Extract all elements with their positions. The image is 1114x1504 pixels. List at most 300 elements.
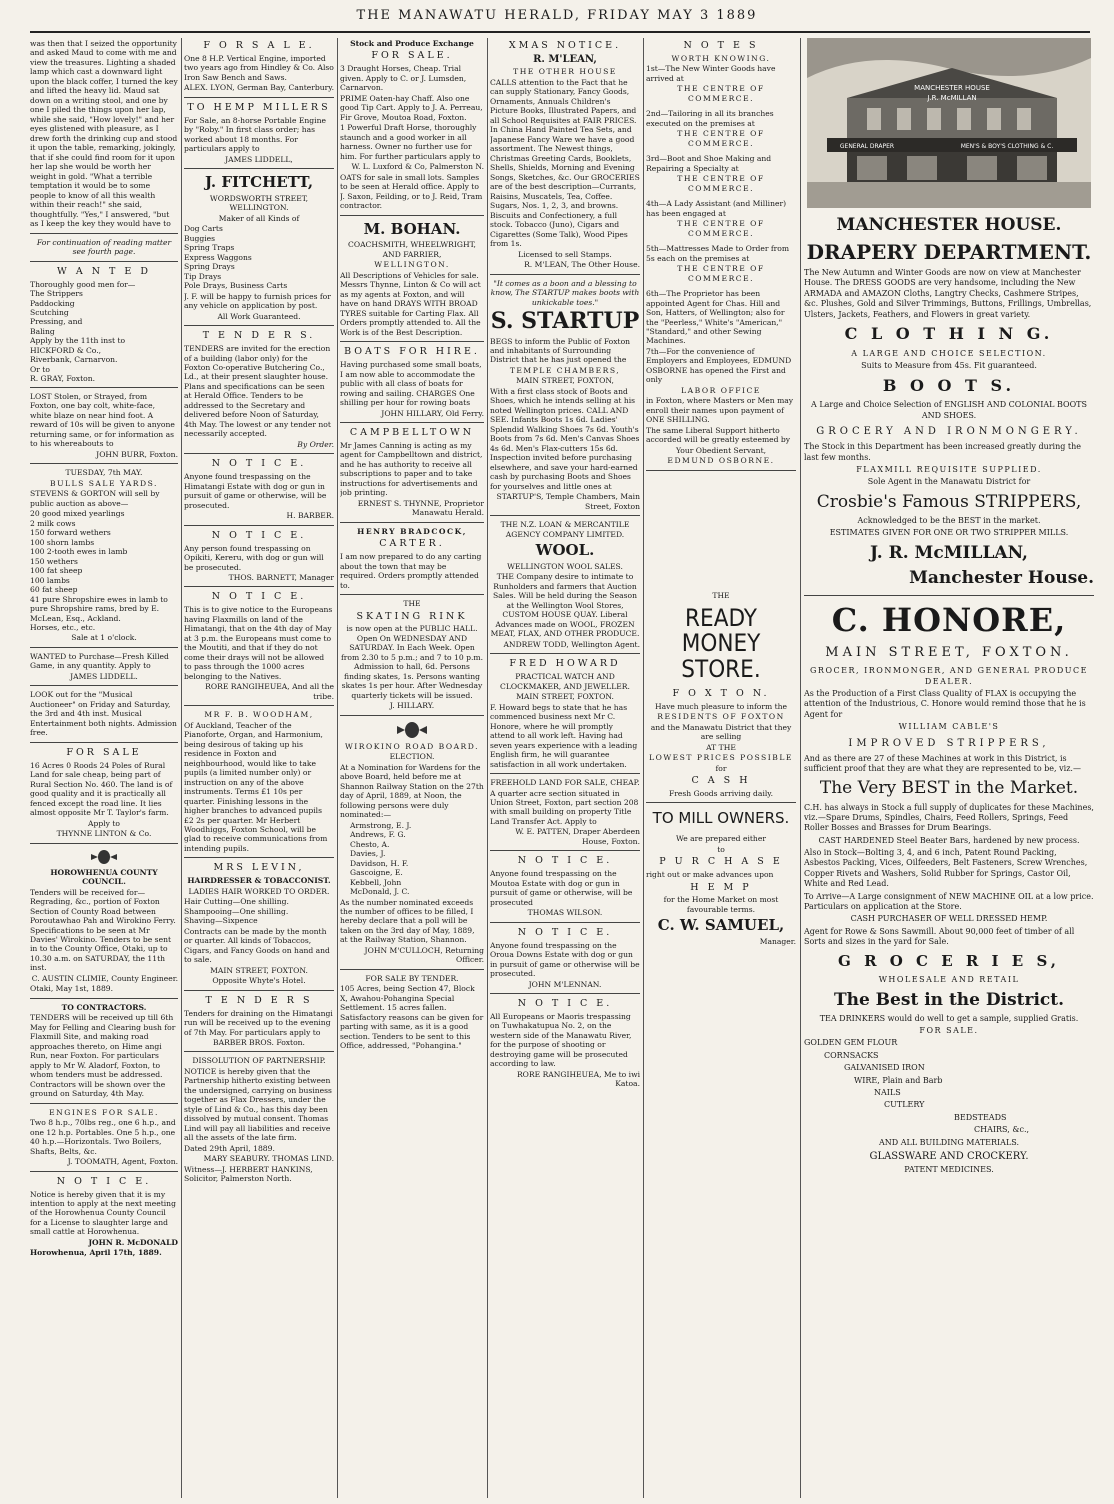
story-continuation bbox=[30, 39, 178, 234]
draining-tenders-ad bbox=[184, 995, 334, 1053]
nominee-name: Davies, J. bbox=[350, 849, 386, 859]
for-text: for bbox=[715, 763, 727, 773]
notice-text: This is to give notice to the Europeans having Flaxmills on land of the Himatangi, that on the 4th day of May at 3 p.m. the Europeans must come to the Moutiti, and that if they do not come their drays will not be allowed to pass through the 1000 acres belonging to the Natives. bbox=[184, 605, 333, 681]
at-the: AT THE bbox=[706, 742, 736, 752]
levin-subtitle: HAIRDRESSER & TOBACCONIST. bbox=[187, 876, 331, 886]
story-text: was then that I seized the opportunity and asked Maud to come with me and view the treasures. Lighting a shaded lamp which cast a downward light upon the black coffer, I turned the key and lifted the heavy lid. Maud sat down on a writing stool, and one by one I piled the things upon her lap, while she said, "How lovely!" and her eyes glistened with pleasure, as I drew forth the drinking cup and stood it upon the table, remarking, jokingly, that if she could find room for it upon her lap she would be worth her weight in gold. "What a terrible temptation it would be to some people to know of all this wealth within their reach!" she said, thoughtfully. "Yes," I answered, "but as I keep the key they would have to bbox=[30, 39, 178, 229]
wanted-ad bbox=[30, 266, 178, 388]
land-sale-sign: THYNNE LINTON & Co. bbox=[56, 829, 152, 839]
fitchett-maker: Maker of all Kinds of bbox=[218, 213, 300, 223]
lost-sign: JOHN BURR, Foxton. bbox=[96, 449, 178, 459]
wanted-line: Scutching bbox=[30, 307, 69, 317]
levin-text: Contracts can be made by the month or quarter. All kinds of Tobaccos, Cigars, and Fancy Goods on hand and to sale. bbox=[184, 926, 330, 965]
cable-body: And as there are 27 of these Machines at work in this District, is sufficient proof that they are what they are represented to be, viz.— bbox=[804, 753, 1081, 774]
notice-sign: JOHN M'LENNAN. bbox=[528, 979, 602, 989]
oats-text: OATS for sale in small lots. Samples to be seen at Herald office. Apply to J. Saxon, Feilding, or to J. Reid, Tram contractor. bbox=[340, 172, 483, 211]
sale-item: 100 fat sheep bbox=[30, 566, 83, 576]
musical-text: LOOK out for the "Musical Auctioneer" on Friday and Saturday, the 3rd and 4th inst. Musical Entertainment both nights. Admission free. bbox=[30, 690, 177, 738]
osborne-sign: EDMUND OSBORNE. bbox=[667, 456, 775, 466]
flaxmill-notice bbox=[184, 591, 334, 706]
contractors-text: TENDERS will be received up till 6th May for Felling and Clearing bush for Flaxmill Site, and making road approaches thereto, on Hime angi Run, near Foxton. For particulars apply to Mr W. Aladorf, Foxton, to whom tenders must be addressed. Contractors will be shown over the ground on Saturday, 4th May. bbox=[30, 1013, 176, 1099]
fitchett-item: Express Waggons bbox=[184, 252, 252, 262]
illustration-sign: GENERAL DRAPER bbox=[839, 143, 895, 150]
fitchett-item: Buggies bbox=[184, 233, 216, 243]
bohan-subtitle: COACHSMITH, WHEELWRIGHT, AND FARRIER, bbox=[348, 240, 476, 259]
note-item: 1st—The New Winter Goods have arrived at bbox=[646, 64, 776, 83]
woodham-title: MR F. B. WOODHAM, bbox=[204, 710, 314, 720]
ready-town: F O X T O N. bbox=[672, 687, 770, 699]
notice-sign: THOMAS WILSON. bbox=[527, 908, 603, 918]
tender-sale-title: FOR SALE BY TENDER. bbox=[365, 973, 459, 983]
levin-price: Shampooing—One shilling. bbox=[184, 906, 289, 916]
ready-the: THE bbox=[712, 590, 730, 600]
residents-text: and the Manawatu District that they are selling bbox=[650, 722, 792, 742]
glass-text: GLASSWARE AND CROCKERY. bbox=[869, 1150, 1029, 1162]
drapery-title: DRAPERY DEPARTMENT. bbox=[806, 240, 1092, 265]
notice-title: N O T I C E. bbox=[56, 1175, 152, 1187]
notice-text: Any person found trespassing on Opikiti, Kereru, with dog or gun will be prosecuted. bbox=[184, 543, 324, 572]
manchester-title: MANCHESTER HOUSE. bbox=[836, 215, 1062, 235]
startup-ad bbox=[490, 279, 640, 517]
musical-ad bbox=[30, 690, 178, 742]
tenders-sign: By Order. bbox=[297, 439, 334, 449]
continuation-note bbox=[30, 238, 178, 262]
hemp-millers-title: TO HEMP MILLERS bbox=[187, 101, 331, 113]
centre-of-commerce: THE CENTRE OF COMMERCE. bbox=[677, 129, 765, 148]
mcmillan-ad bbox=[804, 214, 1094, 596]
clothing-title: C L O T H I N G. bbox=[844, 324, 1054, 344]
agent-text: Sole Agent in the Manawatu District for bbox=[867, 477, 1031, 487]
sale-ad bbox=[30, 468, 178, 648]
cash-purchase-text: CASH PURCHASER OF WELL DRESSED HEMP. bbox=[850, 914, 1048, 924]
council-text: Tenders will be received for—Regrading, &c., portion of Foxton Section of County Road between Poroutawhao Pah and Wirokino Ferry. Specifications to be seen at Mr Davies' Wirokino. Tenders to be sent in to the County Office, Otaki, up to 10.30 a.m. on SATURDAY, the 11th inst. bbox=[30, 887, 176, 973]
boats-title: BOATS FOR HIRE. bbox=[344, 346, 480, 358]
sale-intro: STEVENS & GORTON will sell by public auction as above— bbox=[30, 489, 160, 508]
notes-list bbox=[646, 64, 796, 283]
engines-title: ENGINES FOR SALE. bbox=[49, 1107, 159, 1117]
dissolution-sign: MARY SEABURY. THOMAS LIND. bbox=[203, 1154, 334, 1164]
sale-items bbox=[30, 509, 178, 632]
fitchett-item: Tip Drays bbox=[184, 271, 222, 281]
wanted-line: R. GRAY, Foxton. bbox=[30, 374, 96, 384]
centre-of-commerce: THE CENTRE OF COMMERCE. bbox=[677, 264, 765, 283]
dissolution-text: NOTICE is hereby given that the Partnership hitherto existing between the undersigned, carrying on business together as Flax Dressers, under the style of Lind & Co., has this day been dissolved by mutual consent. Thomas Lind will pay all liabilities and receive all the assets of the late firm. bbox=[184, 1066, 332, 1143]
wanted-game-text: WANTED to Purchase—Fresh Killed Game, in any quantity. Apply to bbox=[30, 651, 169, 671]
engine-sale-sign: ALEX. LYON, German Bay, Canterbury. bbox=[184, 83, 334, 93]
wool-text: THE Company desire to intimate to Runholders and farmers that Auction Sales. Will be held during the Season at the Wellington Wool Stores, CUSTOM HOUSE QUAY. Liberal Advances made on WOOL, FROZEN MEAT, FLAX, AND OTHER PRODUCE. bbox=[490, 572, 640, 639]
boats-ad bbox=[340, 346, 484, 423]
sacks-text: CORNSACKS bbox=[824, 1050, 879, 1060]
wirokino-text: At a Nomination for Wardens for the above Board, held before me at Shannon Railway Station on the 27th day of April, 1889, at Noon, the following persons were duly nominated:— bbox=[340, 762, 484, 820]
wirokino-sign: JOHN M'CULLOCH, Returning Officer. bbox=[364, 945, 484, 965]
campbelltown-ad bbox=[340, 427, 484, 523]
exchange-for-sale: FOR SALE. bbox=[371, 50, 453, 62]
column-divider bbox=[800, 38, 801, 1498]
wanted-line: Riverbank, Carnarvon. bbox=[30, 355, 118, 365]
nails-text: NAILS bbox=[874, 1087, 901, 1097]
notice-text: Anyone found trespassing on the Moutoa Estate with dog or gun in pursuit of game or otherwise, will be prosecuted bbox=[490, 869, 633, 907]
centre-of-commerce: THE CENTRE OF COMMERCE. bbox=[677, 219, 765, 238]
illustration-sign: MEN'S & BOY'S CLOTHING & C. bbox=[960, 143, 1054, 150]
mclean-ad bbox=[490, 40, 640, 275]
engine-sale-title: F O R S A L E. bbox=[203, 40, 315, 51]
loan-title: THE N.Z. LOAN & MERCANTILE AGENCY COMPANY LIMITED. bbox=[500, 520, 630, 539]
samuel-sign: C. W. SAMUEL, bbox=[657, 916, 785, 935]
rink-text: is now open at the PUBLIC HALL. Open On WEDNESDAY AND SATURDAY. In Each Week. Open from 2.30 to 5 p.m.; and 7 to 10 p.m. Admission to hall, 6d. Persons finding skates, 1s. Persons wanting skates 1s per hour. After Wednesday quarterly tickets will be issued. bbox=[340, 624, 484, 700]
mclean-subtitle: THE OTHER HOUSE bbox=[513, 67, 617, 77]
honore-title: C. HONORE, bbox=[831, 600, 1067, 639]
notes-title: N O T E S bbox=[683, 40, 759, 51]
honore-address: MAIN STREET, FOXTON. bbox=[825, 645, 1073, 661]
labor-office: LABOR OFFICE bbox=[681, 385, 761, 395]
groceries-title: G R O C E R I E S, bbox=[838, 951, 1060, 970]
boots-text: A Large and Choice Selection of ENGLISH AND COLONIAL BOOTS AND SHOES. bbox=[811, 400, 1087, 420]
centre-of-commerce: THE CENTRE OF COMMERCE. bbox=[677, 84, 765, 103]
land-sale-ad bbox=[30, 747, 178, 844]
howard-text: F. Howard begs to state that he has commenced business next Mr C. Honore, where he will promptly attend to all work left. Having had seven years experience with a leading English firm, he will guarantee satisfaction in all work undertaken. bbox=[490, 702, 638, 769]
xmas-title: XMAS NOTICE. bbox=[508, 40, 622, 51]
notice-title: N O T I C E. bbox=[517, 855, 613, 867]
skating-rink-ad bbox=[340, 599, 484, 716]
manchester-house-illustration bbox=[807, 38, 1091, 208]
wanted-title: W A N T E D bbox=[57, 265, 151, 277]
levin-price: Shaving—Sixpence bbox=[184, 916, 258, 926]
wanted-line: Or to bbox=[30, 364, 50, 374]
oroua-notice bbox=[490, 927, 640, 994]
note-seventh: 7th—For the convenience of Employers and Employees, EDMUND OSBORNE has opened the First and only bbox=[646, 346, 792, 385]
council-title: HOROWHENUA COUNTY COUNCIL. bbox=[50, 867, 158, 887]
notice-text: Anyone found trespassing on the Oroua Downs Estate with dog or gun in pursuit of game or otherwise will be prosecuted. bbox=[490, 940, 640, 979]
notice-title: N O T I C E. bbox=[517, 998, 613, 1009]
lost-ad bbox=[30, 392, 178, 464]
fitchett-item: Spring Drays bbox=[184, 262, 235, 272]
wirokino-subtitle: ELECTION. bbox=[389, 752, 435, 762]
notice-title: N O T I C E. bbox=[211, 529, 307, 541]
right-out-text: right out or make advances upon bbox=[646, 870, 774, 880]
howard-subtitle: PRACTICAL WATCH AND CLOCKMAKER, AND JEWELLER. bbox=[500, 672, 630, 691]
woodham-text: Of Auckland, Teacher of the Pianoforte, Organ, and Harmonium, being desirous of taking up his residence in Foxton and neighbourhood, would like to take pupils (a limited number only) or instruction on any of the above instruments. Terms £1 10s per quarter. Finishing lessons in the higher branches to advanced pupils £2 2s per quarter. Mr Herbert Woodhiggs, Foxton School, will be glad to receive communications from intending pupils. bbox=[184, 720, 328, 853]
bohan-ad bbox=[340, 220, 484, 343]
crest-icon bbox=[395, 720, 429, 740]
wool-ad bbox=[490, 520, 640, 654]
sale-date: TUESDAY, 7th MAY. bbox=[65, 468, 143, 478]
boots-title: B O O T S. bbox=[882, 375, 1016, 395]
cash-text: C A S H bbox=[691, 775, 751, 787]
boats-sign: JOHN HILLARY, Old Ferry. bbox=[381, 408, 484, 418]
column-6 bbox=[804, 38, 1094, 1498]
sale-item: 100 lambs bbox=[30, 575, 70, 585]
fitchett-title: J. FITCHETT, bbox=[204, 173, 314, 192]
improved-text: IMPROVED STRIPPERS, bbox=[848, 737, 1050, 749]
bradcock-text: I am now prepared to do any carting about the town that may be required. Orders promptly attended to. bbox=[340, 552, 482, 590]
dissolution-ad bbox=[184, 1056, 334, 1187]
grocery-title: GROCERY AND IRONMONGERY. bbox=[816, 426, 1082, 438]
cast-text: CAST HARDENED Steel Beater Bars, hardened by new process. bbox=[818, 835, 1080, 845]
wanted-line: Baling bbox=[30, 326, 55, 336]
fitchett-ad bbox=[184, 173, 334, 326]
manchester-house-sign: Manchester House. bbox=[909, 567, 1094, 588]
notice-sign: RORE RANGIHEUEA, Me to iwi Katoa. bbox=[516, 1069, 640, 1089]
moutoa-notice bbox=[490, 855, 640, 922]
council-sign: C. AUSTIN CLIMIE, County Engineer. bbox=[31, 973, 178, 983]
mclean-sign: R. M'LEAN, The Other House. bbox=[524, 260, 640, 270]
cable-text: WILLIAM CABLE'S bbox=[898, 722, 1000, 732]
very-best-title: The Very BEST in the Market. bbox=[819, 778, 1079, 799]
liberal-text: The same Liberal Support hitherto accorded will be greatly esteemed by bbox=[646, 425, 791, 445]
column-2 bbox=[184, 38, 334, 1498]
note-item: 5th—Mattresses Made to Order from 5s each on the premises at bbox=[646, 244, 790, 263]
column-4 bbox=[490, 38, 640, 1498]
cutlery-text: CUTLERY bbox=[884, 1100, 925, 1110]
notice-title: N O T I C E. bbox=[517, 926, 613, 938]
notice-text: Notice is hereby given that it is my intention to apply at the next meeting of the Horowhenua County Council for a License to slaughter large and small cattle at Horowhenua. bbox=[30, 1189, 176, 1237]
sale-title: BULLS SALE YARDS. bbox=[50, 478, 158, 488]
startup-quote: "It comes as a boon and a blessing to know, The STARTUP makes boots with unkickable toes." bbox=[490, 278, 640, 307]
ready-text: Have much pleasure to inform the bbox=[654, 701, 788, 711]
dissolution-date: Dated 29th April, 1889. bbox=[184, 1143, 275, 1153]
bedsteads-text: BEDSTEADS bbox=[954, 1112, 1007, 1122]
column-divider bbox=[643, 38, 644, 1498]
wanted-body bbox=[30, 280, 178, 384]
land-sale-apply: Apply to bbox=[88, 818, 120, 828]
opikiti-notice bbox=[184, 530, 334, 588]
fitchett-item: Pole Drays, Business Carts bbox=[184, 281, 288, 291]
mcmillan-sign: J. R. McMILLAN, bbox=[870, 542, 1028, 563]
land-sale-title: FOR SALE bbox=[66, 746, 142, 758]
drapery-text: The New Autumn and Winter Goods are now on view at Manchester House. The DRESS GOODS are very handsome, including the New ARMADA and AMAZON Cloths, Langtry Checks, Cashmere Stripes, &c. Plushes, Gold and Silver Trimmings, Buttons, Frillings, Umbrellas, Ulsters, Jackets, Feathers, and Flowers in great variety. bbox=[804, 268, 1092, 319]
column-3 bbox=[340, 38, 484, 1498]
wool-title: WOOL. bbox=[535, 541, 595, 560]
prepared-text: We are prepared either bbox=[676, 834, 766, 844]
levin-address-2: Opposite Whyte's Hotel. bbox=[212, 976, 306, 986]
rink-sign: J. HILLARY. bbox=[389, 701, 435, 711]
fitchett-items bbox=[184, 224, 334, 290]
engines-sign: J. TOOMATH, Agent, Foxton. bbox=[67, 1157, 178, 1167]
wanted-line: The Strippers bbox=[30, 289, 83, 299]
note-item: 3rd—Boot and Shoe Making and Repairing a Specialty at bbox=[646, 154, 772, 173]
sale-time: Sale at 1 o'clock. bbox=[71, 633, 137, 643]
also-stock-text: Also in Stock—Bolting 3, 4, and 6 inch, Patent Round Packing, Asbestos Packing, Vices, Oilfeeders, Belt Fasteners, Screw Wrenches, Copper Rivets and Washers, Solid Rubber for Springs, Castor Oil, White and Red Lead. bbox=[804, 848, 1088, 889]
sale-item: 20 good mixed yearlings bbox=[30, 509, 125, 519]
wanted-line: Paddocking bbox=[30, 298, 75, 308]
draining-tenders-text: Tenders for draining on the Himatangi run will be received up to the evening of 7th May. For particulars apply to bbox=[184, 1008, 333, 1037]
iron-text: GALVANISED IRON bbox=[844, 1063, 925, 1073]
startup-sign: STARTUP'S, Temple Chambers, Main Street, Foxton bbox=[496, 492, 640, 511]
note-sixth: 6th—The Proprietor has been appointed Agent for Chas. Hill and Son, Hatters, of Wellington; also for the "Peerless," White's "American," "Standard," and other Sewing Machines. bbox=[646, 289, 785, 346]
fitchett-item: Spring Traps bbox=[184, 243, 235, 253]
illustration-sign: MANCHESTER HOUSE bbox=[914, 84, 990, 92]
draft-horse-sign: W. L. Luxford & Co, Palmerston N. bbox=[351, 162, 484, 172]
notice-title: N O T I C E. bbox=[211, 458, 307, 470]
manager-text: Manager. bbox=[759, 937, 796, 947]
arrive-text: To Arrive—A Large consignment of NEW MACHINE OIL at a low price. Particulars on application at the Store. bbox=[804, 891, 1094, 912]
sale-item: 2 milk cows bbox=[30, 518, 76, 528]
best-district-title: The Best in the District. bbox=[833, 989, 1065, 1010]
for-sale-text: FOR SALE. bbox=[919, 1025, 979, 1035]
tenders-title: T E N D E R S. bbox=[202, 330, 316, 342]
ready-money-ad bbox=[646, 591, 796, 804]
rink-the: THE bbox=[403, 599, 421, 609]
notes-subtitle: WORTH KNOWING. bbox=[671, 53, 771, 63]
startup-text-2: With a first class stock of Boots and Shoes, which he intends selling at his noted Wellington prices. CALL AND SEE. Infants Boots 1s 6d. Ladies' Splendid Walking Shoes 7s 6d. Youth's Boots from 7s 6d. Men's Canvas Shoes 4s 6d. Men's Flax-cutters 15s 6d. Inspection invited before purchasing elsewhere, and save your hard-earned cash by purchasing Boots and Shoes for yourselves and little ones at bbox=[490, 386, 640, 491]
levin-address: MAIN STREET, FOXTON. bbox=[210, 965, 308, 975]
dissolution-title: DISSOLUTION OF PARTNERSHIP. bbox=[192, 1056, 326, 1066]
wanted-line: HICKFORD & Co., bbox=[30, 345, 102, 355]
council-ad bbox=[30, 848, 178, 999]
howard-ad bbox=[490, 658, 640, 774]
nominee-name: Andrews, F. G. bbox=[350, 830, 406, 840]
sale-item: 100 shorn lambs bbox=[30, 537, 95, 547]
sale-item: 100 2-tooth ewes in lamb bbox=[30, 547, 128, 557]
bohan-text: All Descriptions of Vehicles for sale. Messrs Thynne, Linton & Co will act as my agents at Foxton, and will have on hand DRAYS WITH BROAD TYRES suitable for Carting Flax. All Orders promptly attended to. All the Work is of the Best Description. bbox=[340, 270, 481, 337]
honore-subtitle: GROCER, IRONMONGER, AND GENERAL PRODUCE DEALER. bbox=[810, 666, 1088, 686]
wanted-line: Pressing, and bbox=[30, 317, 83, 327]
wirokino-text-2: As the number nominated exceeds the number of offices to be filled, I hereby declare that a poll will be taken on the 3rd day of May, 1889, at the Railway Station, Shannon. bbox=[340, 897, 475, 945]
estimates-text: ESTIMATES GIVEN FOR ONE OR TWO STRIPPER MILLS. bbox=[829, 528, 1069, 538]
illustration-sign: J.R. McMILLAN bbox=[927, 94, 977, 102]
sale-item: 60 fat sheep bbox=[30, 585, 78, 595]
medicines-text: PATENT MEDICINES. bbox=[904, 1164, 994, 1174]
bohan-title: M. BOHAN. bbox=[363, 219, 461, 238]
exchange-ad bbox=[340, 39, 484, 216]
building-text: AND ALL BUILDING MATERIALS. bbox=[879, 1137, 1019, 1147]
engine-sale-ad bbox=[184, 40, 334, 98]
campbelltown-text: Mr James Canning is acting as my agent for Campbelltown and district, and he has authority to receive all subscriptions to paper and to take instructions for advertisements and job printing. bbox=[340, 440, 483, 498]
nominee-name: Davidson, H. F. bbox=[350, 858, 409, 868]
chairs-text: CHAIRS, &c., bbox=[974, 1125, 1030, 1135]
sale-item: 150 wethers bbox=[30, 556, 78, 566]
lowest-prices: LOWEST PRICES POSSIBLE bbox=[649, 753, 793, 763]
wanted-line: Thoroughly good men for— bbox=[30, 279, 136, 289]
notice-text: Anyone found trespassing on the Himatangi Estate with dog or gun in pursuit of game or otherwise, will be prosecuted. bbox=[184, 472, 327, 510]
nominee-name: Kebbell, John bbox=[350, 877, 402, 887]
slaughter-notice bbox=[30, 1176, 178, 1262]
hemp-millers-ad bbox=[184, 102, 334, 169]
acknowledged-text: Acknowledged to be the BEST in the market. bbox=[857, 515, 1041, 525]
dissolution-witness: Witness—J. HERBERT HANKINS, Solicitor, Palmerston North. bbox=[184, 1164, 313, 1184]
header-rule bbox=[30, 31, 1090, 33]
to-text: to bbox=[717, 844, 725, 854]
tenders-text: TENDERS are invited for the erection of a building (labor only) for the Foxton Co-operative Butchering Co., Ld., at their present slaughter house. Plans and specifications can be seen at Herald Office. Tenders to be addressed to the Secretary and delivered before Noon of Saturday, 4th May. The lowest or any tender not necessarily accepted. bbox=[184, 344, 331, 439]
honore-text: As the Production of a First Class Quality of FLAX is occupying the attention of the Industrious, C. Honore would remind those that he is Agent for bbox=[804, 689, 1086, 719]
mclean-title: R. M'LEAN, bbox=[533, 53, 597, 65]
hemp-millers-sign: JAMES LIDDELL, bbox=[225, 154, 293, 164]
hemp-millers-text: For Sale, an 8-horse Portable Engine by "Roby." In first class order; has worked about 18 months. For particulars apply to bbox=[184, 115, 326, 154]
wanted-line: Apply by the 11th inst to bbox=[30, 336, 126, 346]
purchase-text: P U R C H A S E bbox=[659, 856, 783, 868]
fitchett-note: J. F. will be happy to furnish prices for any vehicle on application by post. bbox=[184, 291, 331, 311]
page-header: THE MANAWATU HERALD, FRIDAY MAY 3 1889 bbox=[356, 8, 758, 23]
campbelltown-title: CAMPBELLTOWN bbox=[349, 427, 475, 438]
column-divider bbox=[487, 38, 488, 1498]
levin-prices bbox=[184, 897, 334, 925]
centre-of-commerce: THE CENTRE OF COMMERCE. bbox=[677, 174, 765, 193]
wirokino-ad bbox=[340, 720, 484, 970]
wool-sign: ANDREW TODD, Wellington Agent. bbox=[503, 639, 640, 649]
engines-ad bbox=[30, 1108, 178, 1172]
column-1 bbox=[30, 38, 178, 1498]
startup-title: S. STARTUP bbox=[490, 308, 640, 334]
clothing-text: Suits to Measure from 45s. Fit guaranteed. bbox=[861, 361, 1037, 371]
note-item: 4th—A Lady Assistant (and Milliner) has been engaged at bbox=[646, 199, 787, 218]
rink-title: SKATING RINK bbox=[356, 610, 468, 622]
contractors-ad bbox=[30, 1003, 178, 1104]
ready-money-title: READY MONEY STORE. bbox=[681, 604, 761, 683]
contractors-title: TO CONTRACTORS. bbox=[61, 1002, 147, 1012]
freehold-title: FREEHOLD LAND FOR SALE, CHEAP. bbox=[490, 778, 640, 788]
nominee-name: McDonald, J. C. bbox=[350, 887, 410, 897]
fresh-goods: Fresh Goods arriving daily. bbox=[668, 788, 774, 798]
grocery-text: The Stock in this Department has been increased greatly during the last few months. bbox=[804, 442, 1082, 462]
mclean-license: Licensed to sell Stamps. bbox=[518, 249, 612, 259]
flaxmill-text: FLAXMILL REQUISITE SUPPLIED. bbox=[856, 464, 1042, 474]
wool-subtitle: WELLINGTON WOOL SALES. bbox=[507, 561, 623, 571]
tender-sale-ad bbox=[340, 974, 484, 1055]
council-date: Otaki, May 1st, 1889. bbox=[30, 984, 114, 994]
himatangi-notice bbox=[184, 458, 334, 525]
draft-horse-text: 1 Powerful Draft Horse, thoroughly staunch and a good worker in all harness. Owner no further use for him. For further particulars apply to bbox=[340, 123, 481, 161]
wire-text: WIRE, Plain and Barb bbox=[854, 1075, 943, 1085]
crest-icon bbox=[89, 848, 119, 866]
levin-subtitle-2: LADIES HAIR WORKED TO ORDER. bbox=[188, 886, 330, 896]
draining-tenders-title: T E N D E R S bbox=[205, 994, 313, 1006]
mill-owners-title: TO MILL OWNERS. bbox=[652, 809, 790, 828]
mill-owners-ad bbox=[646, 809, 796, 950]
horses-text: 3 Draught Horses, Cheap. Trial given. Apply to C. or J. Lumsden, Carnarvon. bbox=[340, 64, 467, 93]
tea-text: TEA DRINKERS would do well to get a sample, supplied Gratis. bbox=[819, 1013, 1079, 1023]
lost-text: LOST Stolen, or Strayed, from Foxton, one bay colt, white-face, white blaze on near hind foot. A reward of 10s will be given to anyone returning same, or for information as to his whereabouts to bbox=[30, 391, 175, 449]
fitchett-guarantee: All Work Guaranteed. bbox=[217, 311, 301, 321]
wirokino-title: WIROKINO ROAD BOARD. bbox=[344, 741, 479, 751]
tenders-ad bbox=[184, 330, 334, 454]
levin-title: MRS LEVIN, bbox=[213, 862, 305, 874]
wirokino-names bbox=[340, 821, 484, 897]
bradcock-title: HENRY BRADCOCK, bbox=[357, 526, 467, 536]
crosbie-title: Crosbie's Famous STRIPPERS, bbox=[816, 491, 1082, 512]
residents: RESIDENTS OF FOXTON bbox=[657, 712, 785, 722]
boats-text: Having purchased some small boats, I am now able to accommodate the public with all class of boats for rowing and sailing. CHARGES One shilling per hour for rowing boats bbox=[340, 360, 482, 408]
sale-item: Horses, etc., etc. bbox=[30, 623, 96, 632]
howard-address: MAIN STREET, FOXTON. bbox=[516, 692, 614, 702]
bohan-city: WELLINGTON. bbox=[374, 260, 450, 270]
labor-text: in Foxton, where Masters or Men may enroll their names upon payment of ONE SHILLING. bbox=[646, 396, 794, 425]
engines-text: Two 8 h.p., 70lbs reg., one 6 h.p., and one 12 h.p. Portables. One 5 h.p., one 40 h.p.—Horizontals. Two Boilers, Shafts, Belts, &c. bbox=[30, 1118, 176, 1156]
tuwhakatupua-notice bbox=[490, 998, 640, 1093]
servant-text: Your Obedient Servant, bbox=[675, 445, 767, 455]
hemp-text: H E M P bbox=[690, 881, 752, 893]
agent-for-text: Agent for Rowe & Sons Sawmill. About 90,000 feet of timber of all Sorts and sizes in the yard for Sale. bbox=[804, 926, 1075, 947]
startup-chambers: TEMPLE CHAMBERS, bbox=[509, 365, 621, 375]
notice-text: All Europeans or Maoris trespassing on Tuwhakatupua No. 2, on the western side of the Manawatu River, for the purpose of shooting or destroying game will be prosecuted according to law. bbox=[490, 1011, 632, 1069]
woodham-ad bbox=[184, 710, 334, 858]
nominee-name: Gascoigne, E. bbox=[350, 868, 403, 878]
campbelltown-sign: ERNEST S. THYNNE, Proprietor Manawatu Herald. bbox=[357, 498, 484, 518]
notice-sign: RORE RANGIHEUEA, And all the tribe. bbox=[205, 682, 334, 701]
wanted-game-ad bbox=[30, 652, 178, 686]
bradcock-subtitle: CARTER. bbox=[379, 538, 445, 550]
tender-sale-text: 105 Acres, being Section 47, Block X, Awahou-Pohangina Special Settlement. 15 acres fallen. Satisfactory reasons can be given for parting with same, as it is a good section. Tenders to be sent to this Office, addressed, "Pohangina." bbox=[340, 984, 484, 1051]
freehold-sign: W. E. PATTEN, Draper Aberdeen House, Foxton. bbox=[515, 827, 640, 846]
levin-ad bbox=[184, 862, 334, 990]
exchange-title: Stock and Produce Exchange bbox=[350, 39, 474, 48]
draining-tenders-sign: BARBER BROS. Foxton. bbox=[213, 1037, 305, 1047]
startup-text: BEGS to inform the Public of Foxton and inhabitants of Surrounding District that he has just opened the bbox=[490, 336, 631, 365]
continuation-text: For continuation of reading matter see fourth page. bbox=[36, 237, 172, 257]
osborne-ad bbox=[646, 40, 796, 471]
fitchett-address: WORDSWORTH STREET, WELLINGTON. bbox=[209, 193, 309, 213]
flour-text: GOLDEN GEM FLOUR bbox=[804, 1038, 898, 1048]
clothing-subtitle: A LARGE AND CHOICE SELECTION. bbox=[851, 348, 1047, 358]
